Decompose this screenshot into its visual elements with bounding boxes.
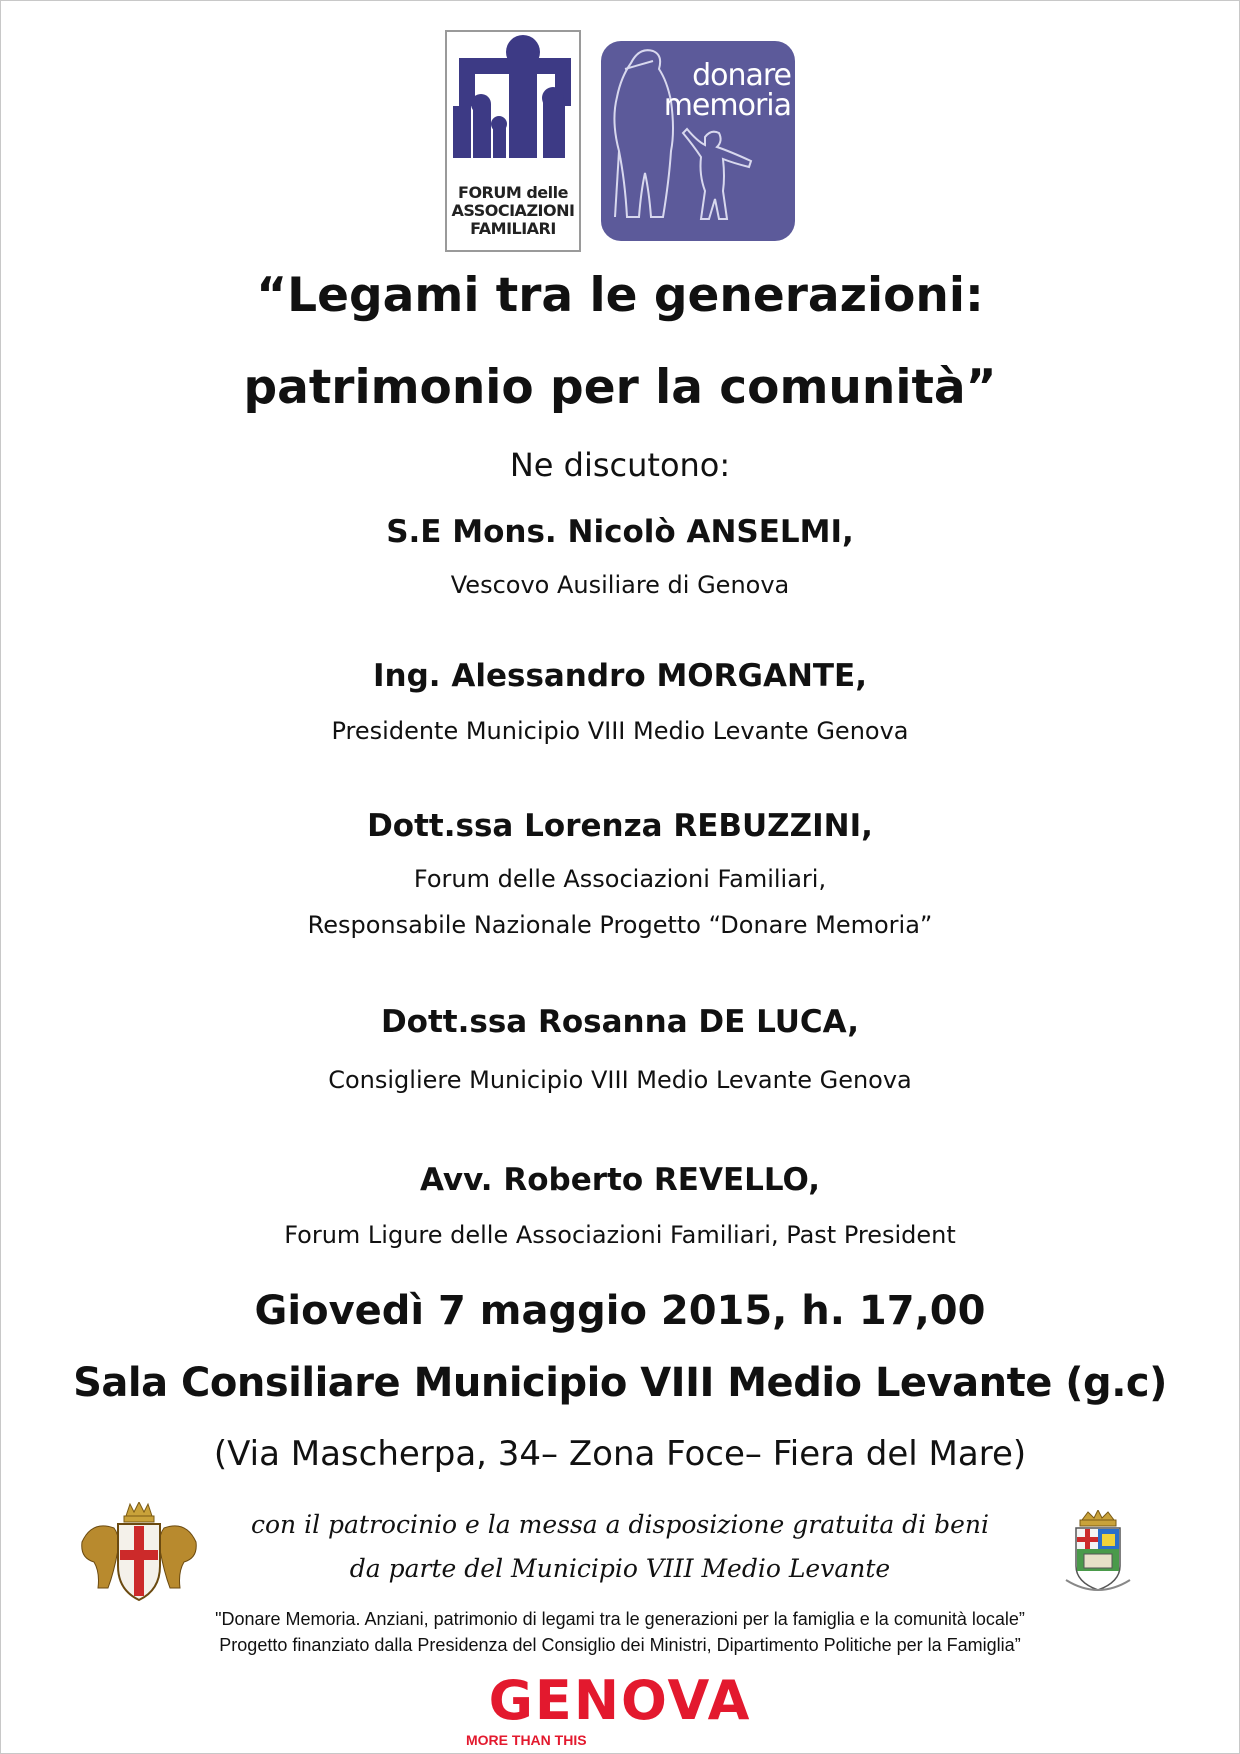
genova-tagline: MORE THAN THIS [466,1732,587,1748]
event-title-line-2: patrimonio per la comunità” [243,360,997,415]
genova-wordmark: GENOVA [488,1669,752,1732]
forum-associazioni-familiari-logo [445,30,581,252]
forum-logo-line-2: ASSOCIAZIONI [451,201,575,220]
forum-logo-line-1: FORUM delle [458,183,568,202]
speaker-role: Forum delle Associazioni Familiari, [413,865,827,893]
event-date-time: Giovedì 7 maggio 2015, h. 17,00 [254,1288,986,1334]
speaker-role: Consigliere Municipio VIII Medio Levante Genova [328,1066,912,1094]
speakers-intro: Ne discutono: [509,446,731,484]
header-logos [0,28,1240,254]
donare-wordmark-line-1: donare [692,58,791,93]
donare-memoria-logo [601,41,795,241]
donare-memoria-wordmark [663,58,791,123]
event-venue: Sala Consiliare Municipio VIII Medio Levante (g.c) [73,1360,1167,1406]
event-title-line-1: “Legami tra le generazioni: [256,268,984,323]
project-description-line-1: "Donare Memoria. Anziani, patrimonio di legami tra le generazioni per la famiglia e la comunità locale” [215,1609,1025,1629]
speaker-name: S.E Mons. Nicolò ANSELMI, [386,514,854,550]
speaker-role: Presidente Municipio VIII Medio Levante Genova [331,717,909,745]
genova-coat-of-arms-icon [74,1502,204,1611]
speaker-role: Vescovo Ausiliare di Genova [450,571,790,599]
forum-logo-text [447,184,579,238]
patronage-line-1: con il patrocinio e la messa a disposizione gratuita di beni [250,1510,990,1539]
speaker-role: Responsabile Nazionale Progetto “Donare Memoria” [307,911,933,939]
event-address: (Via Mascherpa, 34– Zona Foce– Fiera del Mare) [213,1434,1027,1474]
speaker-name: Avv. Roberto REVELLO, [420,1162,820,1198]
forum-figures-icon [451,34,575,184]
forum-logo-line-3: FAMILIARI [470,219,556,238]
genova-more-than-this-logo [0,1669,1240,1748]
speaker-name: Dott.ssa Rosanna DE LUCA, [380,1004,860,1040]
project-description-line-2: Progetto finanziato dalla Presidenza del Consiglio dei Ministri, Dipartimento Politiche per la Famiglia” [219,1635,1021,1655]
speaker-name: Ing. Alessandro MORGANTE, [372,658,868,694]
donare-wordmark-line-2: memoria [663,88,791,123]
speaker-name: Dott.ssa Lorenza REBUZZINI, [367,808,873,844]
patronage-line-2: da parte del Municipio VIII Medio Levante [349,1554,891,1583]
municipio-coat-of-arms-icon [1060,1510,1136,1603]
speaker-role: Forum Ligure delle Associazioni Familiari, Past President [284,1221,956,1249]
